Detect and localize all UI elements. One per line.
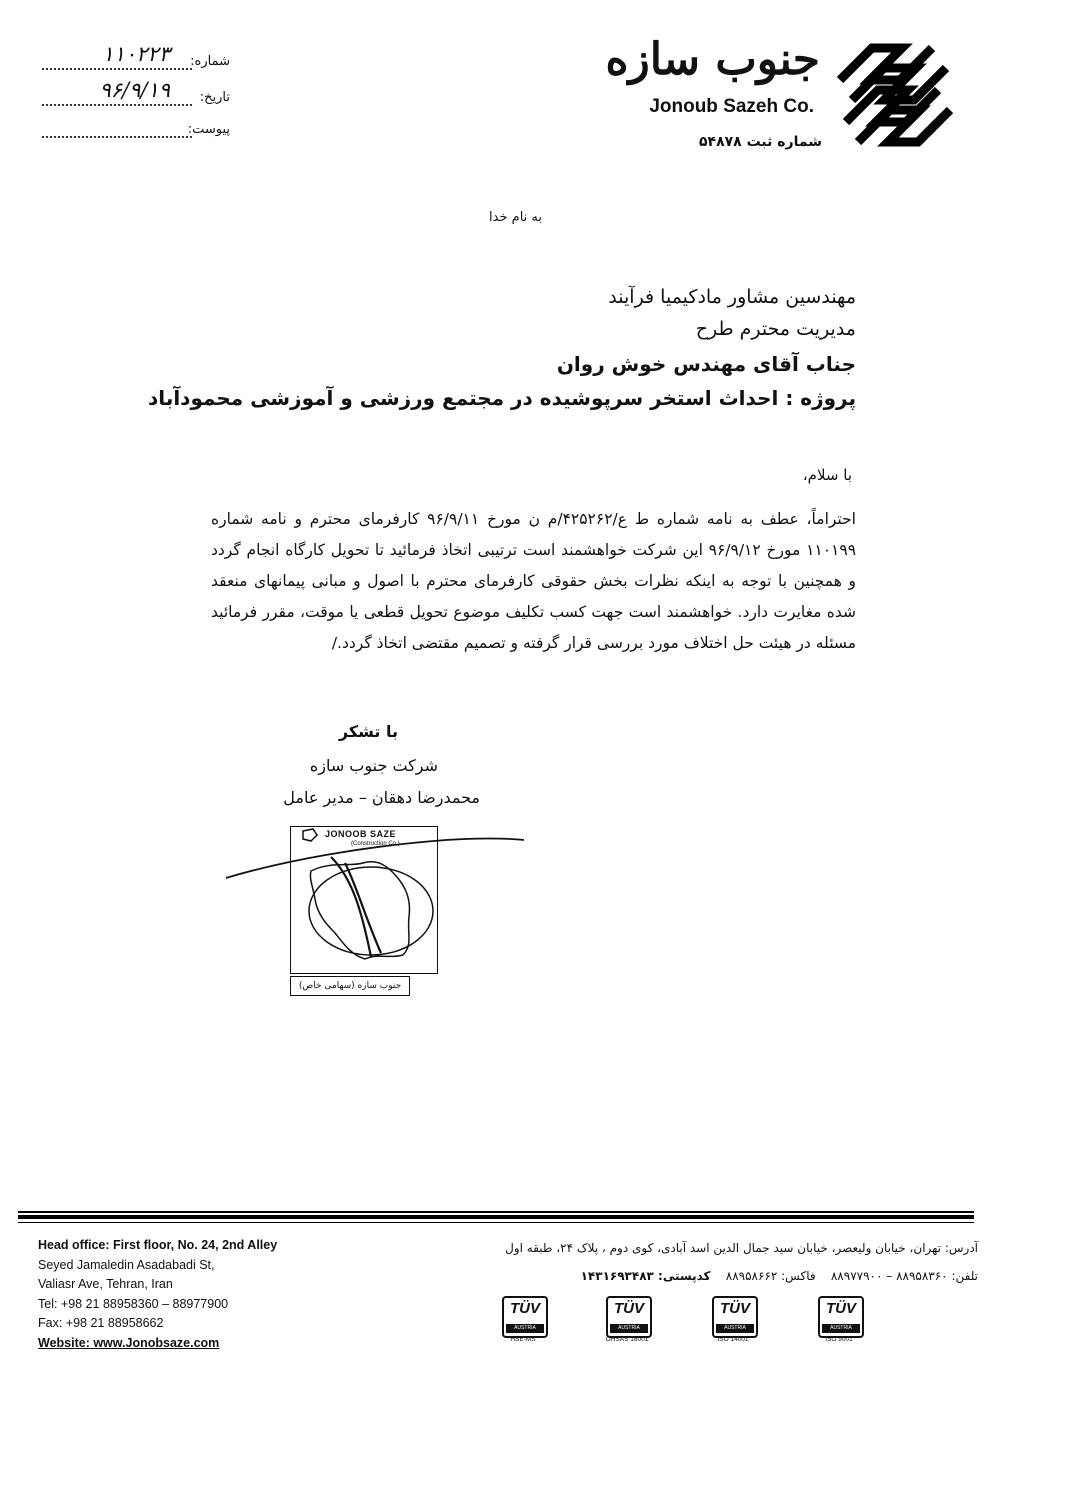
footer-address-en xyxy=(38,1236,277,1353)
tuv-caption: ISO 14001 xyxy=(717,1336,749,1343)
tuv-certificate-badge: TÜV AUSTRIA ISO 14001 xyxy=(708,1296,758,1344)
tuv-mark: TÜV xyxy=(720,1300,750,1317)
signature-stroke-icon xyxy=(226,834,526,882)
head-office-label: Head office: xyxy=(38,1238,110,1252)
address-en-line-2: Seyed Jamaledin Asadabadi St, xyxy=(38,1257,215,1272)
footer-address-fa xyxy=(505,1234,978,1290)
fax-fa: فاکس: ۸۸۹۵۸۶۶۲ xyxy=(725,1269,816,1283)
letter-attachment-label: پیوست: xyxy=(187,122,230,137)
tuv-certificate-badge: TÜV AUSTRIA OHSAS 18001 xyxy=(602,1296,652,1344)
tuv-caption: OHSAS 18001 xyxy=(605,1336,649,1343)
stamp-bottom-label: جنوب سازه (سهامی خاص) xyxy=(290,976,410,996)
tuv-caption: HSE-MS xyxy=(510,1336,536,1343)
brand-name-fa: جنوب سازه xyxy=(605,34,820,85)
project-title: پروژه : احداث استخر سرپوشیده در مجتمع ورزشی و آموزشی محمودآباد xyxy=(148,386,856,410)
basmala: به نام خدا xyxy=(489,210,542,225)
address-fa: آدرس: تهران، خیابان ولیعصر، خیابان سید جمال الدین اسد آبادی، کوی دوم ، پلاک ۲۴، طبقه اول xyxy=(505,1241,978,1255)
company-logo-icon xyxy=(832,30,960,160)
brand-name-en: Jonoub Sazeh Co. xyxy=(649,96,814,117)
tuv-mark: TÜV xyxy=(510,1300,540,1317)
letter-number-field xyxy=(30,42,230,74)
addressee-firm: مهندسین مشاور مادکیمیا فرآیند xyxy=(608,286,856,308)
website-link[interactable]: Website: www.Jonobsaze.com xyxy=(38,1335,220,1350)
tuv-mark: TÜV xyxy=(826,1300,856,1317)
company-signature: شرکت جنوب سازه xyxy=(309,756,438,775)
letter-attachment-field xyxy=(30,116,230,142)
letter-number-label: شماره: xyxy=(190,54,230,69)
tuv-mark: TÜV xyxy=(614,1300,644,1317)
letter-date-label: تاریخ: xyxy=(199,90,230,105)
tuv-caption: ISO 9001 xyxy=(825,1336,853,1343)
tuv-certificate-badge: TÜV AUSTRIA ISO 9001 xyxy=(814,1296,864,1344)
address-en-line-3: Valiasr Ave, Tehran, Iran xyxy=(38,1277,173,1291)
stamp-name: JONOOB SAZE xyxy=(325,829,397,839)
letter-body: احتراماً، عطف به نامه شماره ط ع/۴۲۵۲۶۲/م ن مورخ ۹۶/۹/۱۱ کارفرمای محترم و نامه شماره ۱۱۰۱۹۹ مورخ ۹۶/۹/۱۲ این شرکت خواهشمند است ترتیبی اتخاذ فرمائید تا تحویل کارگاه انجام گردد و همچنین با توجه به اینکه نظرات بخش حقوقی کارفرمای محترم با اصول و مبانی پیمانهای منعقد شده مغایرت دارد. خواهشمند است جهت کسب تکلیف موضوع تحویل قطعی یا موقت، مقرر فرمائید مسئله در هیئت حل اختلاف مورد بررسی قرار گرفته و تصمیم مقتضی اتخاذ گردد./ xyxy=(211,510,857,652)
greeting: با سلام، xyxy=(802,466,852,484)
tel-en: Tel: +98 21 88958360 – 88977900 xyxy=(38,1296,229,1311)
registration-number: شماره ثبت ۵۴۸۷۸ xyxy=(698,134,822,150)
addressee-management: مدیریت محترم طرح xyxy=(695,318,856,340)
letter-date-field xyxy=(30,78,230,110)
address-en-line-1: First floor, No. 24, 2nd Alley xyxy=(113,1238,278,1252)
postal-code-fa: کدپستی: ۱۴۳۱۶۹۳۴۸۳ xyxy=(580,1269,711,1283)
tuv-certificate-badge: TÜV AUSTRIA HSE-MS xyxy=(498,1296,548,1344)
letter-number-value: ۱۱۰۲۲۳ xyxy=(102,42,170,66)
signatory: محمدرضا دهقان – مدیر عامل xyxy=(283,788,480,807)
letter-date-value: ۹۶/۹/۱۹ xyxy=(99,78,170,102)
closing: با تشکر xyxy=(338,722,398,741)
stamp-subtitle: (Construction Co.) xyxy=(351,841,400,847)
addressee-person: جناب آقای مهندس خوش روان xyxy=(556,352,856,376)
fax-en: Fax: +98 21 88958662 xyxy=(38,1316,164,1330)
phone-fa: تلفن: ۸۸۹۵۸۳۶۰ – ۸۸۹۷۷۹۰۰ xyxy=(830,1269,978,1283)
